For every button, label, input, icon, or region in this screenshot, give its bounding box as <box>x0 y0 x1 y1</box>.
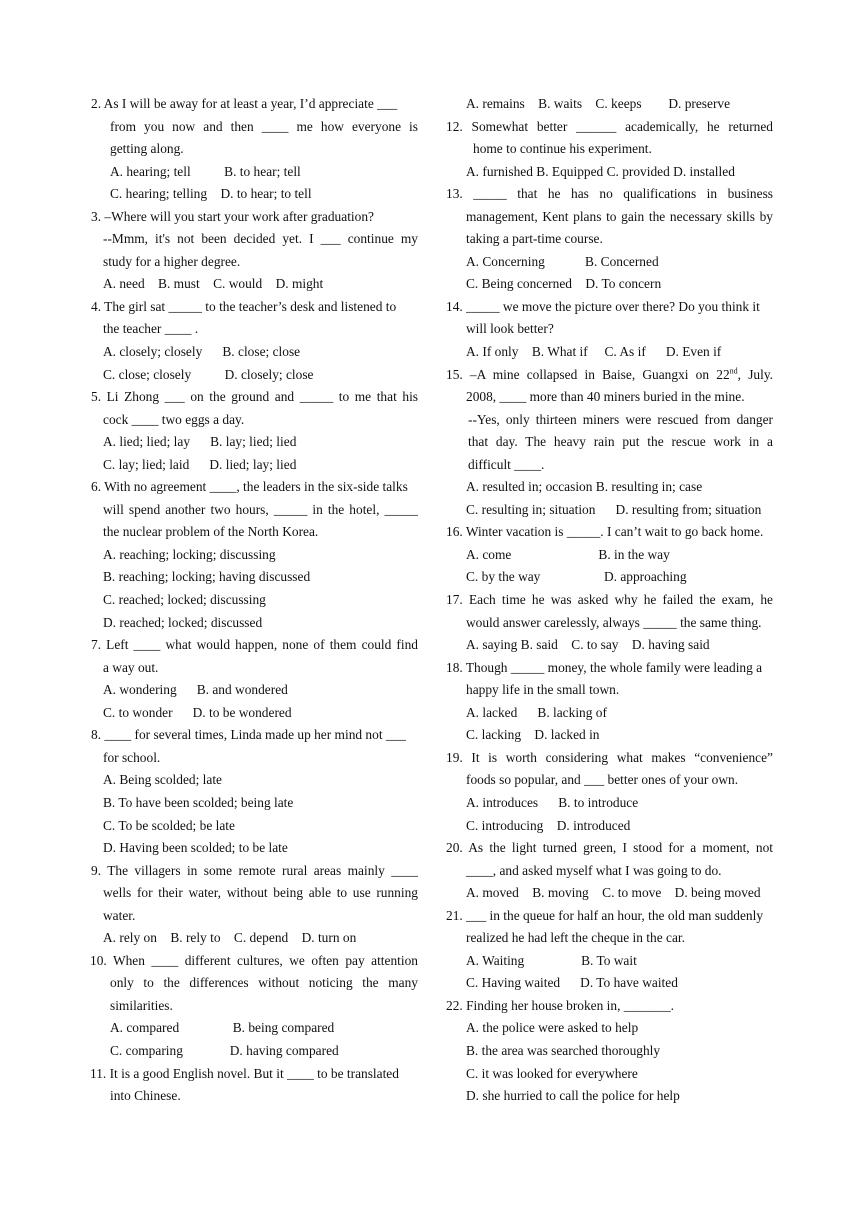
question-line: C. introducing D. introduced <box>466 817 631 833</box>
question-line: C. close; closely D. closely; close <box>103 366 314 382</box>
question-stem: 4. The girl sat _____ to the teacher’s desk and listened to <box>91 298 397 314</box>
question-q5 <box>88 386 418 476</box>
question-line: A. lacked B. lacking of <box>466 704 607 720</box>
question-line: A. hearing; tell B. to hear; tell <box>110 163 301 179</box>
question-line: taking a part-time course. <box>466 231 603 247</box>
question-stem: 18. Though _____ money, the whole family were leading a <box>446 659 763 675</box>
question-line: will spend another two hours, _____ in the hotel, _____ <box>103 501 418 517</box>
question-q13 <box>446 183 773 296</box>
question-line: C. lay; lied; laid D. lied; lay; lied <box>103 456 297 472</box>
question-line: C. lacking D. lacked in <box>466 727 600 743</box>
question-line: A. introduces B. to introduce <box>466 794 639 810</box>
question-line: from you now and then ____ me how everyone is <box>110 118 418 134</box>
right-column <box>446 93 773 1108</box>
question-line: C. Having waited D. To have waited <box>466 975 678 991</box>
question-stem: 21. ___ in the queue for half an hour, the old man suddenly <box>446 907 764 923</box>
question-stem: 7. Left ____ what would happen, none of them could find <box>91 637 418 653</box>
question-q11 <box>88 1063 418 1108</box>
question-line: B. To have been scolded; being late <box>103 794 294 810</box>
question-q9 <box>88 860 418 950</box>
question-line: A. come B. in the way <box>466 546 670 562</box>
question-q14 <box>446 296 773 364</box>
question-line: 2008, ____ more than 40 miners buried in the mine. <box>466 389 745 405</box>
question-line: A. Waiting B. To wait <box>466 952 637 968</box>
question-line: only to the differences without noticing the many <box>110 975 418 991</box>
question-stem: 14. _____ we move the picture over there? Do you think it <box>446 298 760 314</box>
question-line: A. Being scolded; late <box>103 772 222 788</box>
question-line: ____, and asked myself what I was going to do. <box>466 862 722 878</box>
question-line: A. wondering B. and wondered <box>103 682 288 698</box>
question-line: A. moved B. moving C. to move D. being moved <box>466 885 761 901</box>
question-line: --Mmm, it's not been decided yet. I ___ continue my <box>103 231 418 247</box>
question-stem: 11. It is a good English novel. But it ____ to be translated <box>90 1065 399 1081</box>
question-line: into Chinese. <box>110 1088 181 1104</box>
question-q18 <box>446 657 773 747</box>
question-q8 <box>88 724 418 859</box>
question-line: that day. The heavy rain put the rescue work in a <box>468 434 773 450</box>
question-line: will look better? <box>466 321 554 337</box>
question-stem <box>446 364 773 387</box>
question-line: realized he had left the cheque in the car. <box>466 930 685 946</box>
question-line: home to continue his experiment. <box>473 141 652 157</box>
question-line: cock ____ two eggs a day. <box>103 411 245 427</box>
question-line: water. <box>103 907 136 923</box>
question-line: C. comparing D. having compared <box>110 1042 339 1058</box>
question-q11-options <box>446 93 773 116</box>
question-stem: 10. When ____ different cultures, we often pay attention <box>90 952 418 968</box>
left-column <box>88 93 418 1108</box>
question-stem: 13. _____ that he has no qualifications in business <box>446 186 773 202</box>
question-line: --Yes, only thirteen miners were rescued from danger <box>468 411 773 427</box>
line-text-after: , July. <box>737 366 773 382</box>
question-stem: 19. It is worth considering what makes “convenience” <box>446 749 773 765</box>
question-line: study for a higher degree. <box>103 253 241 269</box>
question-line: the nuclear problem of the North Korea. <box>103 524 319 540</box>
question-line: D. she hurried to call the police for help <box>466 1088 680 1104</box>
question-line: D. Having been scolded; to be late <box>103 840 288 856</box>
question-line: C. to wonder D. to be wondered <box>103 704 292 720</box>
question-q22 <box>446 995 773 1108</box>
question-q4 <box>88 296 418 386</box>
question-stem: 6. With no agreement ____, the leaders in the six-side talks <box>91 479 408 495</box>
question-line: C. reached; locked; discussing <box>103 592 266 608</box>
question-stem: 12. Somewhat better ______ academically, he returned <box>446 118 773 134</box>
question-stem: 8. ____ for several times, Linda made up her mind not ___ <box>91 727 406 743</box>
question-line: foods so popular, and ___ better ones of your own. <box>466 772 739 788</box>
question-q20 <box>446 837 773 905</box>
question-line: C. by the way D. approaching <box>466 569 687 585</box>
question-line: similarities. <box>110 997 173 1013</box>
question-line: A. resulted in; occasion B. resulting in; case <box>466 479 703 495</box>
question-line: A. furnished B. Equipped C. provided D. installed <box>466 163 735 179</box>
question-line: A. Concerning B. Concerned <box>466 253 659 269</box>
superscript: nd <box>729 366 738 376</box>
question-line: difficult ____. <box>468 456 545 472</box>
line-text: 15. –A mine collapsed in Baise, Guangxi on 22 <box>446 366 730 382</box>
question-line: A. reaching; locking; discussing <box>103 546 276 562</box>
question-line: wells for their water, without being able to use running <box>103 885 418 901</box>
question-q6 <box>88 476 418 634</box>
question-q17 <box>446 589 773 657</box>
question-stem: 22. Finding her house broken in, _______. <box>446 997 674 1013</box>
question-line: the teacher ____ . <box>103 321 199 337</box>
question-q7 <box>88 634 418 724</box>
question-line: C. Being concerned D. To concern <box>466 276 662 292</box>
question-stem: 20. As the light turned green, I stood for a moment, not <box>446 840 773 856</box>
question-line: A. If only B. What if C. As if D. Even if <box>466 344 722 360</box>
question-line: A. saying B. said C. to say D. having said <box>466 637 710 653</box>
question-line: A. the police were asked to help <box>466 1020 639 1036</box>
question-stem: A. remains B. waits C. keeps D. preserve <box>466 96 731 111</box>
question-stem: 9. The villagers in some remote rural areas mainly ____ <box>91 862 418 878</box>
question-line: B. the area was searched thoroughly <box>466 1042 661 1058</box>
question-line: for school. <box>103 749 161 765</box>
question-stem: 16. Winter vacation is _____. I can’t wait to go back home. <box>446 524 764 540</box>
question-line: A. need B. must C. would D. might <box>103 276 324 292</box>
question-stem: 17. Each time he was asked why he failed the exam, he <box>446 592 773 608</box>
question-stem: 3. –Where will you start your work after graduation? <box>91 208 374 224</box>
question-line: getting along. <box>110 141 184 157</box>
question-line: management, Kent plans to gain the necessary skills by <box>466 208 773 224</box>
question-q19 <box>446 747 773 837</box>
question-line: C. resulting in; situation D. resulting from; situation <box>466 501 762 517</box>
question-line: D. reached; locked; discussed <box>103 614 263 630</box>
question-q2 <box>88 93 418 206</box>
question-q16 <box>446 521 773 589</box>
question-q21 <box>446 905 773 995</box>
question-line: C. To be scolded; be late <box>103 817 235 833</box>
question-q15 <box>446 364 773 522</box>
question-line: A. closely; closely B. close; close <box>103 344 301 360</box>
question-line: C. hearing; telling D. to hear; to tell <box>110 186 312 202</box>
question-line: would answer carelessly, always _____ the same thing. <box>466 614 762 630</box>
question-line: A. lied; lied; lay B. lay; lied; lied <box>103 434 297 450</box>
question-line: happy life in the small town. <box>466 682 620 698</box>
question-line: A. rely on B. rely to C. depend D. turn on <box>103 930 357 946</box>
question-stem: 5. Li Zhong ___ on the ground and _____ to me that his <box>91 389 418 405</box>
question-q3 <box>88 206 418 296</box>
question-line: a way out. <box>103 659 159 675</box>
question-line: A. compared B. being compared <box>110 1020 335 1036</box>
question-line: C. it was looked for everywhere <box>466 1065 638 1081</box>
question-q12 <box>446 116 773 184</box>
question-line: B. reaching; locking; having discussed <box>103 569 311 585</box>
question-q10 <box>88 950 418 1063</box>
question-stem: 2. As I will be away for at least a year, I’d appreciate ___ <box>91 96 398 111</box>
